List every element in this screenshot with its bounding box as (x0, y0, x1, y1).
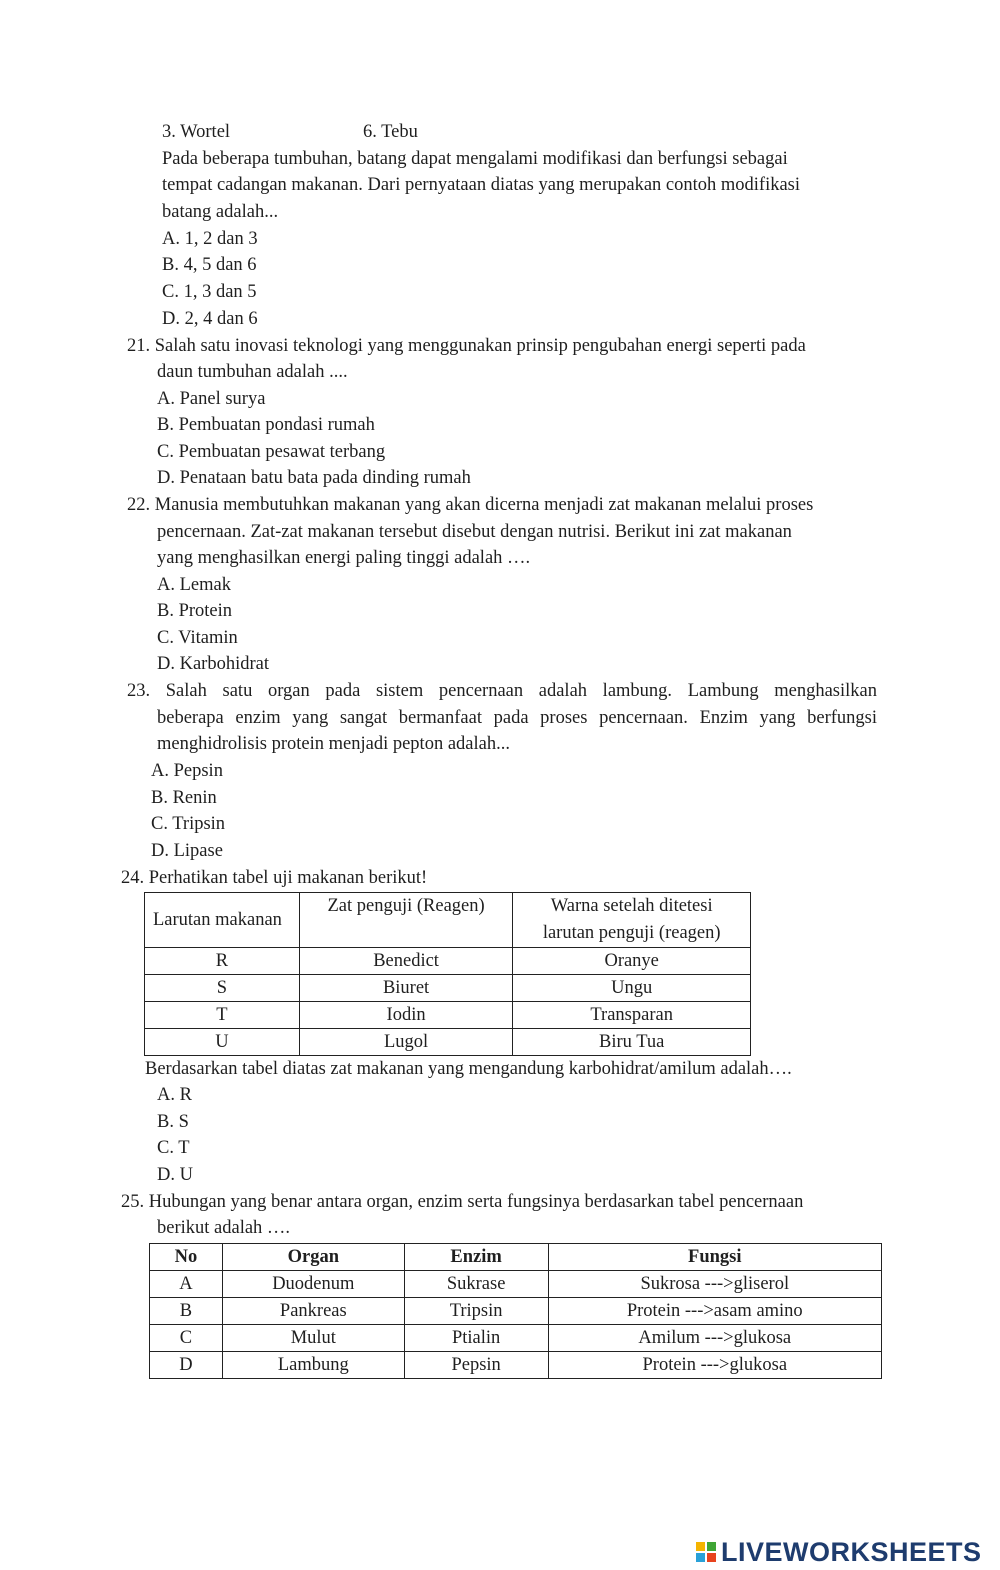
q22-text-line-3: yang menghasilkan energi paling tinggi adalah …. (157, 548, 531, 568)
q22-text-line-1: 22. Manusia membutuhkan makanan yang akan dicerna menjadi zat makanan melalui proses (127, 495, 814, 515)
cell-no: C (150, 1325, 223, 1352)
q23-option-b: B. Renin (151, 788, 217, 808)
q21-option-b: B. Pembuatan pondasi rumah (157, 415, 375, 435)
header-larutan-makanan: Larutan makanan (145, 893, 300, 948)
cell-warna: Ungu (513, 975, 751, 1002)
q24-after-text: Berdasarkan tabel diatas zat makanan yang mengandung karbohidrat/amilum adalah…. (145, 1059, 792, 1079)
q23-option-a: A. Pepsin (151, 761, 223, 781)
q22-option-a: A. Lemak (157, 575, 231, 595)
table-row (145, 1002, 751, 1029)
q20-item-3: 3. Wortel (162, 122, 231, 142)
q24-option-d: D. U (157, 1165, 193, 1185)
cell-enzim: Tripsin (404, 1298, 548, 1325)
cell-fungsi: Protein --->glukosa (548, 1352, 881, 1379)
cell-organ: Mulut (222, 1325, 404, 1352)
q22-text-line-2: pencernaan. Zat-zat makanan tersebut disebut dengan nutrisi. Berikut ini zat makanan (157, 522, 792, 542)
cell-organ: Lambung (222, 1352, 404, 1379)
cell-organ: Duodenum (222, 1271, 404, 1298)
q20-option-d: D. 2, 4 dan 6 (162, 309, 258, 329)
cell-no: A (150, 1271, 223, 1298)
cell-reagen: Lugol (299, 1029, 513, 1056)
q20-text-line-1: Pada beberapa tumbuhan, batang dapat mengalami modifikasi dan berfungsi sebagai (162, 149, 788, 169)
cell-no: D (150, 1352, 223, 1379)
logo-text: LIVEWORKSHEETS (721, 1536, 982, 1567)
header-organ: Organ (222, 1244, 404, 1271)
q22-option-d: D. Karbohidrat (157, 654, 269, 674)
logo-square-3 (696, 1553, 705, 1562)
table-row (150, 1298, 882, 1325)
header-warna: Warna setelah ditetesi larutan penguji (reagen) (513, 893, 751, 948)
q24-option-a: A. R (157, 1085, 192, 1105)
q20-option-a: A. 1, 2 dan 3 (162, 229, 258, 249)
q22-option-c: C. Vitamin (157, 628, 238, 648)
table-row (145, 1029, 751, 1056)
q24-food-test-table (144, 892, 751, 1056)
q23-option-d: D. Lipase (151, 841, 223, 861)
q23-option-c: C. Tripsin (151, 814, 226, 834)
q24-option-c: C. T (157, 1138, 190, 1158)
cell-larutan: S (145, 975, 300, 1002)
q21-text-line-2: daun tumbuhan adalah .... (157, 362, 348, 382)
cell-reagen: Iodin (299, 1002, 513, 1029)
q20-text-line-2: tempat cadangan makanan. Dari pernyataan diatas yang merupakan contoh modifikasi (162, 175, 801, 195)
table-row (150, 1271, 882, 1298)
q20-item-6: 6. Tebu (363, 122, 418, 142)
cell-larutan: T (145, 1002, 300, 1029)
cell-larutan: U (145, 1029, 300, 1056)
cell-warna: Oranye (513, 948, 751, 975)
table-row (145, 948, 751, 975)
header-zat-penguji: Zat penguji (Reagen) (299, 893, 513, 948)
cell-reagen: Biuret (299, 975, 513, 1002)
logo-square-1 (696, 1542, 705, 1551)
q22-option-b: B. Protein (157, 601, 233, 621)
cell-warna: Transparan (513, 1002, 751, 1029)
header-fungsi: Fungsi (548, 1244, 881, 1271)
table-row (145, 975, 751, 1002)
cell-reagen: Benedict (299, 948, 513, 975)
cell-fungsi: Sukrosa --->gliserol (548, 1271, 881, 1298)
q23-text-line-1: 23. Salah satu organ pada sistem pencernaan adalah lambung. Lambung menghasilkan (127, 681, 877, 701)
table-header-row (150, 1244, 882, 1271)
q21-option-d: D. Penataan batu bata pada dinding rumah (157, 468, 471, 488)
cell-enzim: Sukrase (404, 1271, 548, 1298)
q23-text-line-3: menghidrolisis protein menjadi pepton adalah... (157, 734, 510, 754)
table-row (150, 1325, 882, 1352)
cell-enzim: Ptialin (404, 1325, 548, 1352)
q24-option-b: B. S (157, 1112, 189, 1132)
q20-option-b: B. 4, 5 dan 6 (162, 255, 257, 275)
logo-grid-icon (696, 1542, 716, 1562)
q21-option-a: A. Panel surya (157, 389, 266, 409)
q25-text-line-1: 25. Hubungan yang benar antara organ, enzim serta fungsinya berdasarkan tabel pencernaan (121, 1192, 804, 1212)
q21-text-line-1: 21. Salah satu inovasi teknologi yang menggunakan prinsip pengubahan energi seperti pada (127, 336, 806, 356)
q25-text-line-2: berikut adalah …. (157, 1218, 291, 1238)
cell-organ: Pankreas (222, 1298, 404, 1325)
table-header-row (145, 893, 751, 948)
q20-option-c: C. 1, 3 dan 5 (162, 282, 257, 302)
cell-warna: Biru Tua (513, 1029, 751, 1056)
cell-larutan: R (145, 948, 300, 975)
cell-no: B (150, 1298, 223, 1325)
header-no: No (150, 1244, 223, 1271)
cell-fungsi: Amilum --->glukosa (548, 1325, 881, 1352)
liveworksheets-logo[interactable] (696, 1538, 982, 1566)
q21-option-c: C. Pembuatan pesawat terbang (157, 442, 386, 462)
logo-square-2 (707, 1542, 716, 1551)
q24-text: 24. Perhatikan tabel uji makanan berikut! (121, 868, 428, 888)
logo-square-4 (707, 1553, 716, 1562)
q23-text-line-2: beberapa enzim yang sangat bermanfaat pada proses pencernaan. Enzim yang berfungsi (157, 708, 877, 728)
table-row (150, 1352, 882, 1379)
q25-digestion-table (149, 1243, 882, 1379)
cell-fungsi: Protein --->asam amino (548, 1298, 881, 1325)
q20-text-line-3: batang adalah... (162, 202, 279, 222)
header-enzim: Enzim (404, 1244, 548, 1271)
cell-enzim: Pepsin (404, 1352, 548, 1379)
